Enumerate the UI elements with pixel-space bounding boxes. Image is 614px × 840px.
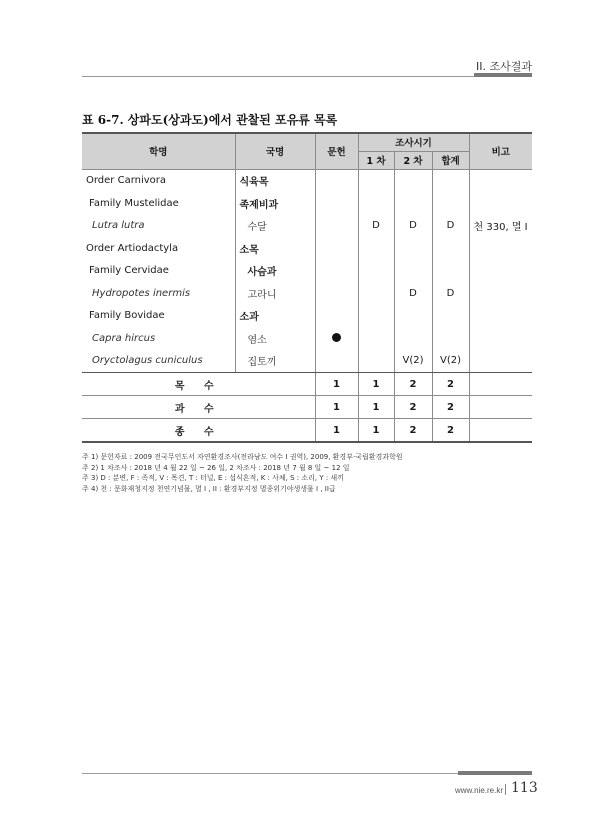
korean-name-cell: 식육목 (235, 169, 315, 192)
footer-bar (458, 771, 532, 775)
table-row (82, 192, 532, 215)
col-total: 합계 (432, 151, 469, 169)
table-row (82, 282, 532, 305)
summary-literature: 1 (315, 419, 358, 443)
summary-literature: 1 (315, 396, 358, 419)
remarks-cell (469, 350, 532, 373)
page-number: 113 (511, 780, 538, 796)
literature-cell (315, 215, 358, 238)
summary-first: 1 (358, 373, 394, 396)
summary-second: 2 (394, 373, 432, 396)
table-row (82, 237, 532, 260)
mammal-table (82, 132, 532, 443)
footer-separator (505, 784, 506, 795)
footer-url: www.nie.re.kr (455, 786, 504, 795)
header-rule (82, 76, 532, 77)
korean-name-cell: 소과 (235, 305, 315, 328)
table-notes (82, 452, 403, 494)
col-literature: 문헌 (315, 133, 358, 169)
scientific-name-cell: Oryctolagus cuniculus (82, 350, 235, 373)
first-survey-cell: D (358, 215, 394, 238)
table-row (82, 327, 532, 350)
scientific-name-cell: Family Cervidae (82, 260, 235, 283)
summary-first: 1 (358, 419, 394, 443)
table-row (82, 305, 532, 328)
remarks-cell (469, 282, 532, 305)
col-first-survey: 1 차 (358, 151, 394, 169)
remarks-cell (469, 327, 532, 350)
remarks-cell: 천 330, 멸 I (469, 215, 532, 238)
section-label: II. 조사결과 (476, 60, 532, 73)
col-second-survey: 2 차 (394, 151, 432, 169)
first-survey-cell (358, 327, 394, 350)
col-scientific-name: 학명 (82, 133, 235, 169)
total-cell: D (432, 282, 469, 305)
summary-literature: 1 (315, 373, 358, 396)
note-line: 주 2) 1 차조사 : 2018 년 4 월 22 일 ~ 26 일, 2 차조사 : 2018 년 7 월 8 일 ~ 12 일 (82, 463, 350, 472)
table-row (82, 260, 532, 283)
total-cell (432, 327, 469, 350)
col-korean-name: 국명 (235, 133, 315, 169)
note-line: 주 3) D : 분변, F : 족적, V : 목견, T : 터널, E : 섭식흔적, K : 사체, S : 소리, Y : 새끼 (82, 474, 344, 482)
summary-row-species (82, 419, 532, 443)
scientific-name-cell: Family Bovidae (82, 305, 235, 328)
literature-cell (315, 282, 358, 305)
note-line: 주 1) 문헌자료 : 2009 전국무인도서 자연환경조사(전라남도 여수 I 권역), 2009, 환경부·국립환경과학원 (82, 453, 403, 461)
korean-name-cell: 수달 (235, 215, 315, 238)
second-survey-cell: D (394, 215, 432, 238)
summary-label: 목 수 (82, 373, 315, 396)
total-cell: D (432, 215, 469, 238)
scientific-name-cell: Capra hircus (82, 327, 235, 350)
korean-name-cell: 소목 (235, 237, 315, 260)
note-line: 주 4) 천 : 문화재청지정 천연기념물, 멸 I , II : 환경부지정 멸종위기야생생물 I , II급 (82, 484, 336, 493)
summary-label: 종 수 (82, 419, 315, 443)
literature-dot-icon (332, 333, 341, 342)
scientific-name-cell: Lutra lutra (82, 215, 235, 238)
korean-name-cell: 고라니 (235, 282, 315, 305)
summary-total: 2 (432, 419, 469, 443)
summary-total: 2 (432, 396, 469, 419)
table-row (82, 215, 532, 238)
table-title: 표 6-7. 상파도(상과도)에서 관찰된 포유류 목록 (82, 113, 338, 127)
literature-cell (315, 327, 358, 350)
col-survey-period: 조사시기 (358, 133, 469, 151)
korean-name-cell: 사슴과 (235, 260, 315, 283)
scientific-name-cell: Order Carnivora (82, 169, 235, 192)
summary-first: 1 (358, 396, 394, 419)
summary-row-families (82, 396, 532, 419)
korean-name-cell: 족제비과 (235, 192, 315, 215)
scientific-name-cell: Hydropotes inermis (82, 282, 235, 305)
summary-total: 2 (432, 373, 469, 396)
korean-name-cell: 집토끼 (235, 350, 315, 373)
total-cell: V(2) (432, 350, 469, 373)
second-survey-cell: V(2) (394, 350, 432, 373)
summary-label: 과 수 (82, 396, 315, 419)
table-row (82, 350, 532, 373)
summary-second: 2 (394, 419, 432, 443)
scientific-name-cell: Family Mustelidae (82, 192, 235, 215)
summary-second: 2 (394, 396, 432, 419)
second-survey-cell: D (394, 282, 432, 305)
summary-row-orders (82, 373, 532, 396)
col-remarks: 비고 (469, 133, 532, 169)
table-row (82, 169, 532, 192)
first-survey-cell (358, 282, 394, 305)
korean-name-cell: 염소 (235, 327, 315, 350)
first-survey-cell (358, 350, 394, 373)
literature-cell (315, 350, 358, 373)
scientific-name-cell: Order Artiodactyla (82, 237, 235, 260)
second-survey-cell (394, 327, 432, 350)
